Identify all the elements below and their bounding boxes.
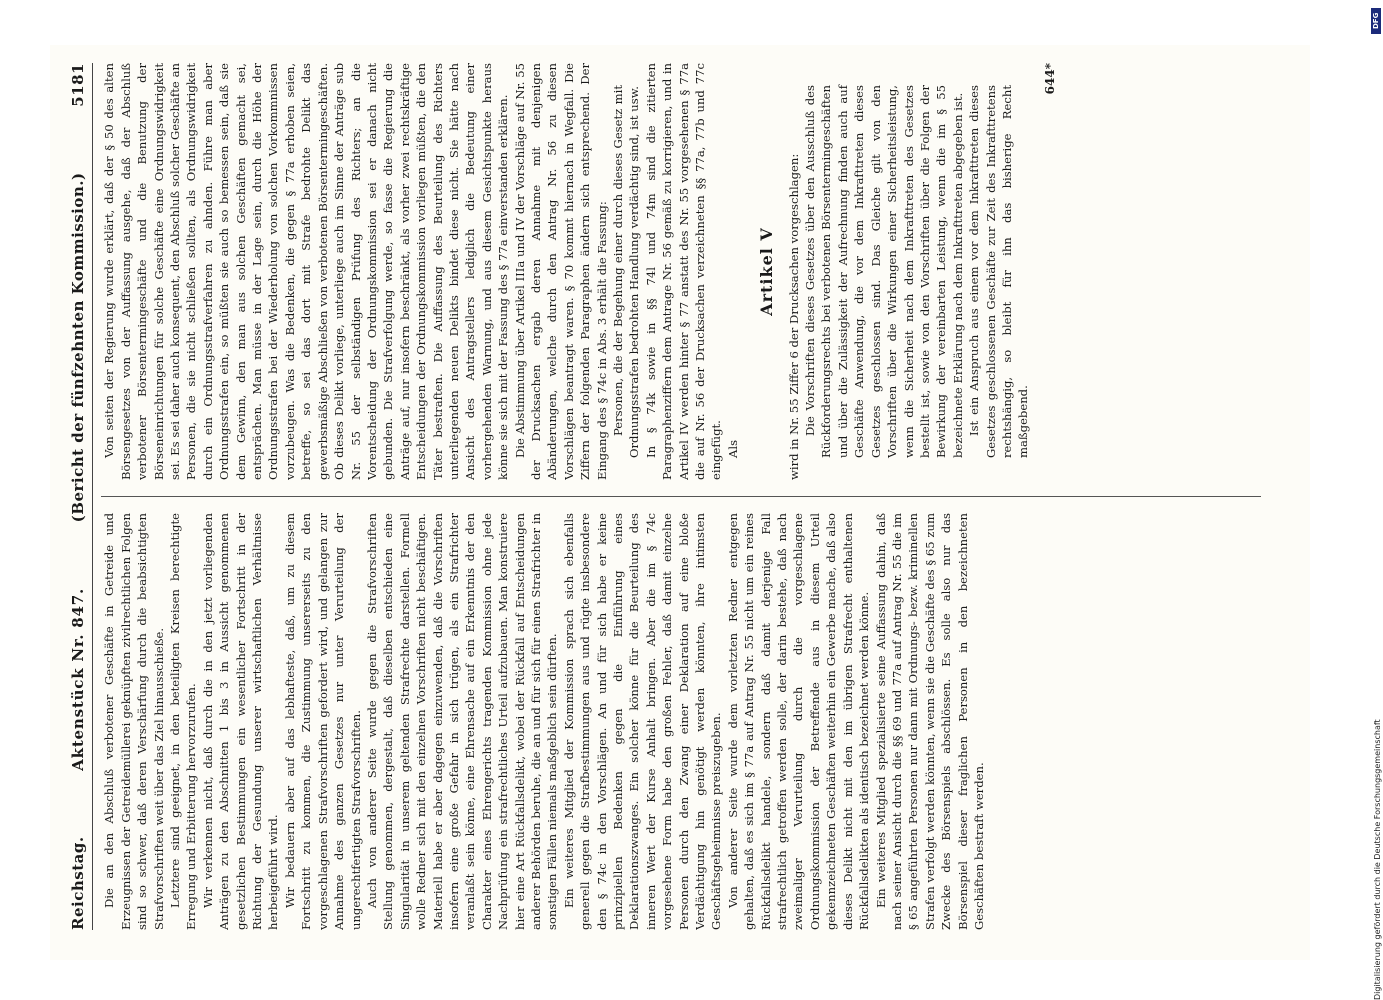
article-paragraph: Ist ein Anspruch aus einem vor dem Inkrafttreten dieses Gesetzes geschlossenen Geschäfte zur Zeit des Inkrafttretens rechtshängig, so bleibt für ihn das bisherige Recht maßgebend.	[967, 85, 1031, 458]
paragraph: Die an den Abschluß verbotener Geschäfte in Getreide und Erzeugnissen der Getreidemüllerei geknüpften zivilrechtlichen Folgen sind so schwer, daß deren Verschärfung durch die beabsichtigten Strafvorschriften weit über das Ziel hinausschieße.	[102, 513, 166, 930]
text-columns	[101, 63, 1261, 930]
paragraph: Von anderer Seite wurde dem vorletzten Redner entgegen gehalten, daß es sich im § 77a auf Antrag Nr. 55 nicht um ein reines Rückfallsdelikt handele, sondern daß damit derjenige Fall strafrechtlich getroffen werden solle, der darin bestehe, daß nach zweimaliger Verurteilung durch die vorgeschlagene Ordnungskommission der Betreffende aus in diesem Urteil gekennzeichneten Geschäften weiterhin ein Gewerbe mache, daß also dieses Delikt nicht mit den im übrigen Strafrecht enthaltenen Rückfallsdelikten als identisch bezeichnet werden könne.	[725, 513, 872, 930]
paragraph: In § 74k sowie in §§ 74l und 74m sind die zitierten Paragraphenziffern dem Antrage Nr. 56 gemäß zu korrigieren, und in Artikel IV werden hinter § 77 anstatt des Nr. 55 vorgesehenen § 77a die auf Nr. 56 der Drucksachen verzeichneten §§ 77a, 77b und 77c eingefügt.	[643, 63, 724, 480]
page-header	[70, 63, 93, 930]
paragraph: Wir bedauern aber auf das lebhafteste, daß, um zu diesem Fortschritt zu kommen, die Zustimmung unsererseits zu den vorgeschlagenen Strafvorschriften gefordert wird, und gelangen zur Annahme des ganzen Gesetzes nur unter Verurteilung der ungerechtfertigten Strafvorschriften.	[282, 513, 363, 930]
paragraph: Letztere sind geeignet, in den beteiligten Kreisen berechtigte Erregung und Erbitterung hervorzurufen.	[168, 513, 199, 930]
right-column	[101, 63, 1261, 480]
article-paragraph: Die Vorschriften dieses Gesetzes über den Ausschluß des Rückforderungsrechts bei verbotenen Börsentermingeschäften und über die Zulässigkeit der Aufrechnung finden auch auf Geschäfte Anwendung, die vor dem Inkrafttreten dieses Gesetzes geschlossen sind. Das Gleiche gilt von den Vorschriften über die Wirkungen einer Sicherheitsleistung, wenn die Sicherheit nach dem Inkrafttreten des Gesetzes bestellt ist, sowie von den Vorschriften über die Folgen der Bewirkung der vereinbarten Leistung, wenn die im § 55 bezeichnete Erklärung nach dem Inkrafttreten abgegeben ist.	[803, 85, 965, 458]
paragraph: Ein weiteres Mitglied der Kommission sprach sich ebenfalls generell gegen die Strafbestimmungen aus und rügte insbesondere den § 74c in den Vorschlägen. An und für sich habe er keine prinzipiellen Bedenken gegen die Einführung eines Deklarationszwanges. Ein solcher könne für die Beurteilung des inneren Wert der Kurse Anhalt bringen. Aber die im § 74c vorgesehene Form habe den großen Fehler, daß damit einzelne Personen durch den Zwang einer Deklaration auf eine bloße Verdächtigung hin genötigt werden könnten, ihre intimsten Geschäftsgeheimnisse preiszugeben.	[561, 513, 724, 930]
paragraph: Ein weiteres Mitglied spezialisierte seine Auffassung dahin, daß nach seiner Ansicht durch die §§ 69 und 77a auf Antrag Nr. 55 die im § 65 angeführten Personen nur dann mit Ordnungs- bezw. kriminellen Strafen verfolgt werden könnten, wenn sie die Geschäfte des § 65 zum Zwecke des Börsenspiels abschlössen. Es solle also nur das Börsenspiel dieser fraglichen Personen in den bezeichneten Geschäften bestraft werden.	[873, 513, 986, 930]
quoted-provision: Personen, die der Begehung einer durch dieses Gesetz mit Ordnungsstrafen bedrohten Handlung verdächtig sind, ist usw.	[611, 85, 642, 458]
als-label: Als	[725, 439, 740, 458]
paragraph: Wir verkennen nicht, daß durch die in den jetzt vorliegenden Anträgen zu den Abschnitten 1 bis 3 in Aussicht genommenen gesetzlichen Bestimmungen ein wesentlicher Fortschritt in der Richtung der Gesundung unserer wirtschaftlichen Verhältnisse herbeigeführt wird.	[200, 513, 281, 930]
header-middle: Aktenstück Nr. 847.	[69, 587, 87, 771]
scanned-page	[50, 45, 1310, 960]
header-left: Reichstag.	[69, 836, 87, 930]
article-intro: wird in Nr. 55 Ziffer 6 der Drucksachen vorgeschlagen:	[786, 153, 801, 480]
left-column	[101, 513, 1261, 930]
paragraph: Von seiten der Regierung wurde erklärt, daß der § 50 des alten Börsengesetzes von der Auffassung ausgehe, daß der Abschluß verbotener Börsentermingeschäfte und die Benutzung der Börseneinrichtungen für solche Geschäfte eine Ordnungswidrigkeit sei. Es sei daher auch konsequent, den Abschluß solcher Geschäfte an Personen, die sie nicht schließen sollten, als Ordnungswidrigkeit durch ein Ordnungsstrafverfahren zu ahnden. Führe man aber Ordnungsstrafen ein, so müßten sie auch so bemessen sein, daß sie dem Gewinn, den man aus solchen Geschäften gemacht sei, entsprächen. Man müsse in der Lage sein, durch die Höhe der Ordnungsstrafen bei der Wiederholung von solchen Vorkommnissen vorzubeugen. Was die Bedenken, die gegen § 77a erhoben seien, betreffe, so sei das dort mit Strafe bedrohte Delikt das gewerbsmäßige Abschließen von verbotenen Börsentermingeschäften. Ob dieses Delikt vorliege, unterliege auch im Sinne der Anträge sub Nr. 55 der selbständigen Prüfung des Richters; an die Vorentscheidung der Ordnungskommission sei er danach nicht gebunden. Die Strafverfolgung werde, so fasse die Regierung die Anträge auf, nur insofern beschränkt, als vorher zwei rechtskräftige Entscheidungen der Ordnungskommission vorliegen müßten, die den Täter bestraften. Die Auffassung des Beurteilung des Richters unterliegenden neuen Delikts bindet diese nicht. Sie hätte nach Ansicht des Antragstellers lediglich die Bedeutung einer vorhergehenden Warnung, und aus diesem Gesichtspunkte heraus könne sie sich mit der Fassung des § 77a einverstanden erklären.	[102, 63, 511, 480]
digitization-credit: Digitalisierung gefördert durch die Deutsche Forschungsgemeinschaft	[1373, 719, 1382, 1000]
paragraph: Die Abstimmung über Artikel IIIa und IV der Vorschläge auf Nr. 55 der Drucksachen ergab deren Annahme mit denjenigen Abänderungen, welche durch den Antrag Nr. 56 zu diesen Vorschlägen beantragt waren. § 70 kommt hiernach in Wegfall. Die Ziffern der folgenden Paragraphen ändern sich entsprechend. Der Eingang des § 74c in Abs. 3 erhält die Fassung:	[512, 63, 609, 480]
signature-mark: 644*	[1042, 63, 1057, 95]
dfg-logo: DFG	[1371, 8, 1381, 34]
page-number: 5181	[69, 63, 87, 107]
column-divider	[101, 496, 1261, 497]
paragraph: Auch von anderer Seite wurde gegen die Strafvorschriften Stellung genommen, dergestalt, daß dieselben entschieden eine Singularität in unserem geltenden Strafrechte darstellen. Formell wolle Redner sich mit den einzelnen Vorschriften nicht beschäftigen. Materiell habe er aber dagegen einzuwenden, daß die Vorschriften insofern eine große Gefahr in sich trügen, als ein Strafrichter veranlaßt sein könne, eine Ehrensache auf ein Erkenntnis der den Charakter eines Ehrengerichts tragenden Kommission ohne jede Nachprüfung ein strafrechtliches Urteil aufzubauen. Man konstruiere hier eine Art Rückfallsdelikt, wobei der Rückfall auf Entscheidungen anderer Behörden beruhe, die an und für sich für einen Strafrichter in sonstigen Fällen niemals maßgeblich sein dürften.	[364, 513, 560, 930]
article-heading: Artikel V	[757, 227, 777, 316]
page-content	[50, 45, 1310, 960]
header-right: (Bericht der fünfzehnten Kommission.)	[69, 172, 87, 523]
